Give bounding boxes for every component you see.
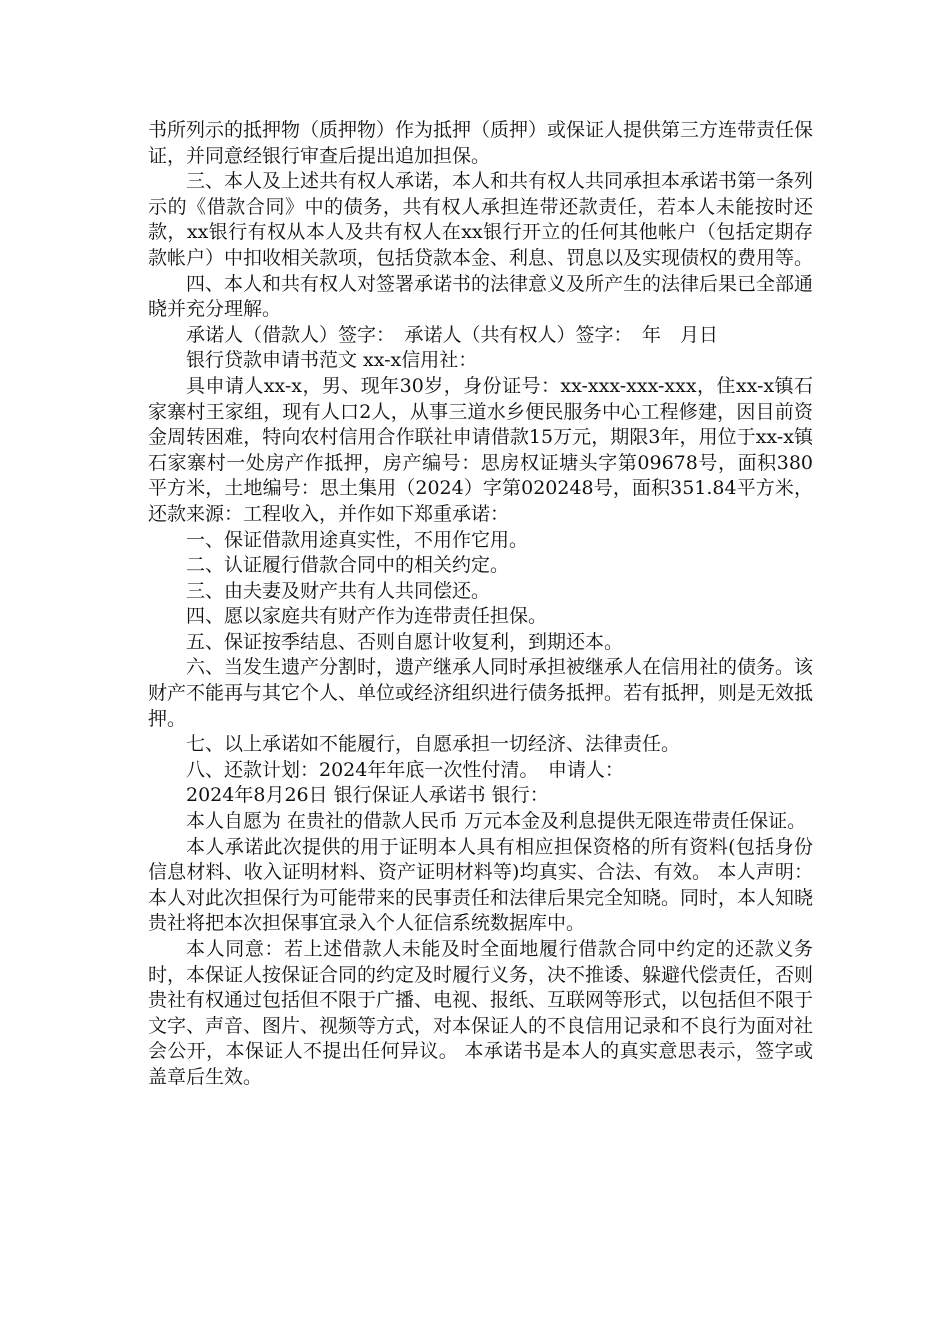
list-item: 一、保证借款用途真实性，不用作它用。 [186,528,529,551]
paragraph: 本人承诺此次提供的用于证明本人具有相应担保资格的所有资料(包括身份信息材料、收入证明材料、资产证明材料等)均真实、合法、有效。 本人声明：本人对此次担保行为可能带来的民事责任和法律后果完全知晓。同时，本人知晓贵社将把本次担保事宜录入个人征信系统数据库中。 [148,835,814,935]
list-item: 八、还款计划：2024年年底一次性付清。 申请人： [186,758,624,781]
list-item: 五、保证按季结息、否则自愿计收复利，到期还本。 [186,630,624,653]
document-body [148,118,813,1091]
list-item: 七、以上承诺如不能履行，自愿承担一切经济、法律责任。 [186,733,681,756]
paragraph: 四、本人和共有权人对签署承诺书的法律意义及所产生的法律后果已全部通晓并充分理解。 [148,272,814,321]
signature-line: 承诺人（借款人）签字： 承诺人（共有权人）签字： 年 月日 [186,323,719,346]
paragraph: 具申请人xx-x，男、现年30岁，身份证号：xx-xxx-xxx-xxx，住xx-x镇石家寨村王家组，现有人口2人，从事三道水乡便民服务中心工程修建，因目前资金周转困难，特向农村信用合作联社申请借款15万元，期限3年，用位于xx-x镇石家寨村一处房产作抵押，房产编号：思房权证塘头字第09678号，面积380平方米，土地编号：思土集用（2024）字第020248号，面积351.84平方米，还款来源：工程收入，并作如下郑重承诺： [148,374,813,525]
paragraph: 本人自愿为 在贵社的借款人民币 万元本金及利息提供无限连带责任保证。 [186,810,807,833]
list-item: 二、认证履行借款合同中的相关约定。 [186,554,510,577]
date-line: 2024年8月26日 银行保证人承诺书 银行： [186,784,549,807]
list-item: 三、由夫妻及财产共有人共同偿还。 [186,579,491,602]
paragraph: 三、本人及上述共有权人承诺，本人和共有权人共同承担本承诺书第一条列示的《借款合同》中的债务，共有权人承担连带还款责任，若本人未能按时还款，xx银行有权从本人及共有权人在xx银行开立的任何其他帐户（包括定期存款帐户）中扣收相关款项，包括贷款本金、利息、罚息以及实现债权的费用等。 [148,170,814,269]
list-item: 六、当发生遗产分割时，遗产继承人同时承担被继承人在信用社的债务。该财产不能再与其它个人、单位或经济组织进行债务抵押。若有抵押，则是无效抵押。 [148,656,814,730]
paragraph: 本人同意：若上述借款人未能及时全面地履行借款合同中约定的还款义务时，本保证人按保证合同的约定及时履行义务，决不推诿、躲避代偿责任，否则贵社有权通过包括但不限于广播、电视、报纸、互联网等形式，以包括但不限于文字、声音、图片、视频等方式，对本保证人的不良信用记录和不良行为面对社会公开，本保证人不提出任何异议。 本承诺书是本人的真实意思表示，签字或盖章后生效。 [148,938,814,1088]
section-heading: 银行贷款申请书范文 xx-x信用社： [186,349,478,372]
paragraph: 书所列示的抵押物（质押物）作为抵押（质押）或保证人提供第三方连带责任保证，并同意经银行审查后提出追加担保。 [148,119,814,167]
list-item: 四、愿以家庭共有财产作为连带责任担保。 [186,605,548,628]
